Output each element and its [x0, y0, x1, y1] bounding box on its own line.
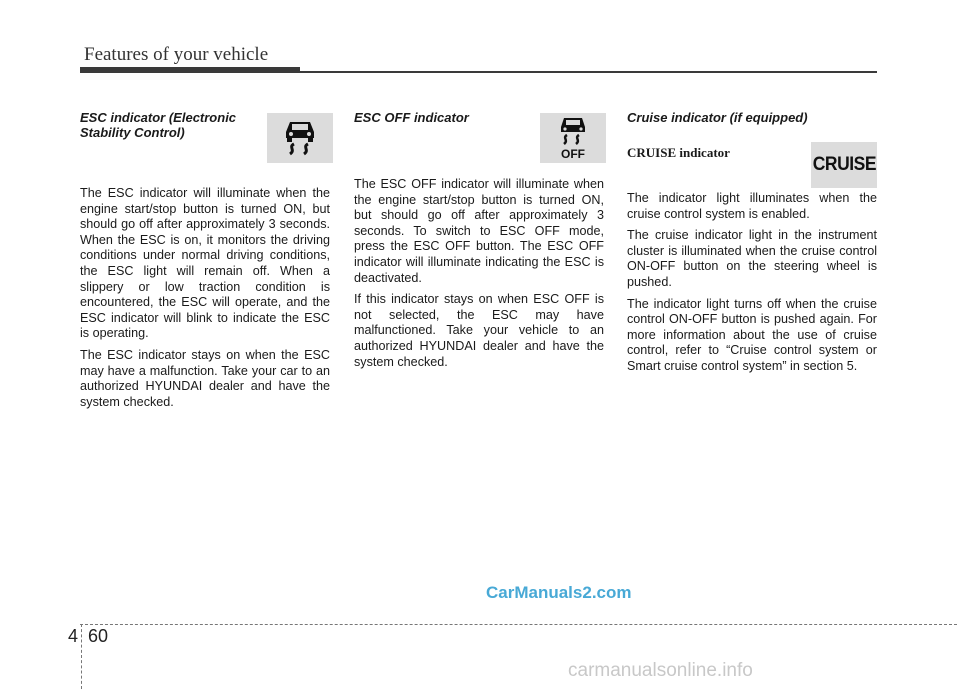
footer-rule [80, 624, 957, 625]
page-header-title: Features of your vehicle [84, 44, 269, 65]
cruise-label: CRUISE [812, 154, 876, 175]
off-label: OFF [561, 147, 585, 161]
cruise-icon [811, 142, 877, 188]
paragraph: The ESC indicator stays on when the ESC may have a malfunction. Take your car to an authorized HYUNDAI dealer and have the system checked. [80, 347, 330, 409]
esc-car-skid-icon [267, 113, 333, 163]
paragraph: The indicator light illuminates when the cruise control system is enabled. [627, 191, 877, 221]
section-title: ESC indicator (Electronic Stability Control) [80, 110, 237, 140]
paragraph: The ESC indicator will illuminate when the engine start/stop button is turned ON, but should go off after approximately 3 seconds. When the ESC is on, it monitors the driving conditions under normal driving conditions, the ESC light will remain off. When a slippery or low traction condition is encountered, the ESC will operate, and the ESC indicator will blink to indicate the ESC is operating. [80, 186, 330, 341]
section-title: Cruise indicator (if equipped) [627, 110, 808, 125]
page-number: 60 [88, 626, 109, 646]
section-title: ESC OFF indicator [354, 110, 469, 125]
header-rule [80, 71, 877, 73]
subhead: CRUISE indicator [627, 145, 730, 160]
paragraph: The ESC OFF indicator will illuminate when the engine start/stop button is turned ON, but should go off after approximately 3 seconds. To switch to ESC OFF mode, press the ESC OFF button. The ESC OFF indicator will illuminate indicating the ESC is deactivated. [354, 177, 604, 285]
paragraph: The indicator light turns off when the cruise control ON-OFF button is pushed again. For more information about the use of cruise control, refer to “Cruise control system or Smart cruise control system” in section 5. [627, 296, 877, 373]
watermark-carmanualsonline: carmanualsonline.info [568, 660, 753, 681]
paragraph: The cruise indicator light in the instrument cluster is illuminated when the cruise control ON-OFF button on the steering wheel is pushed. [627, 228, 877, 289]
watermark-carmanuals2: CarManuals2.com [486, 583, 632, 602]
esc-off-icon [540, 113, 606, 163]
chapter-number: 4 [68, 626, 79, 646]
paragraph: If this indicator stays on when ESC OFF is not selected, the ESC may have malfunctioned. Take your vehicle to an authorized HYUNDAI dealer and have the system checked. [354, 292, 604, 369]
footer-divider [81, 624, 82, 689]
